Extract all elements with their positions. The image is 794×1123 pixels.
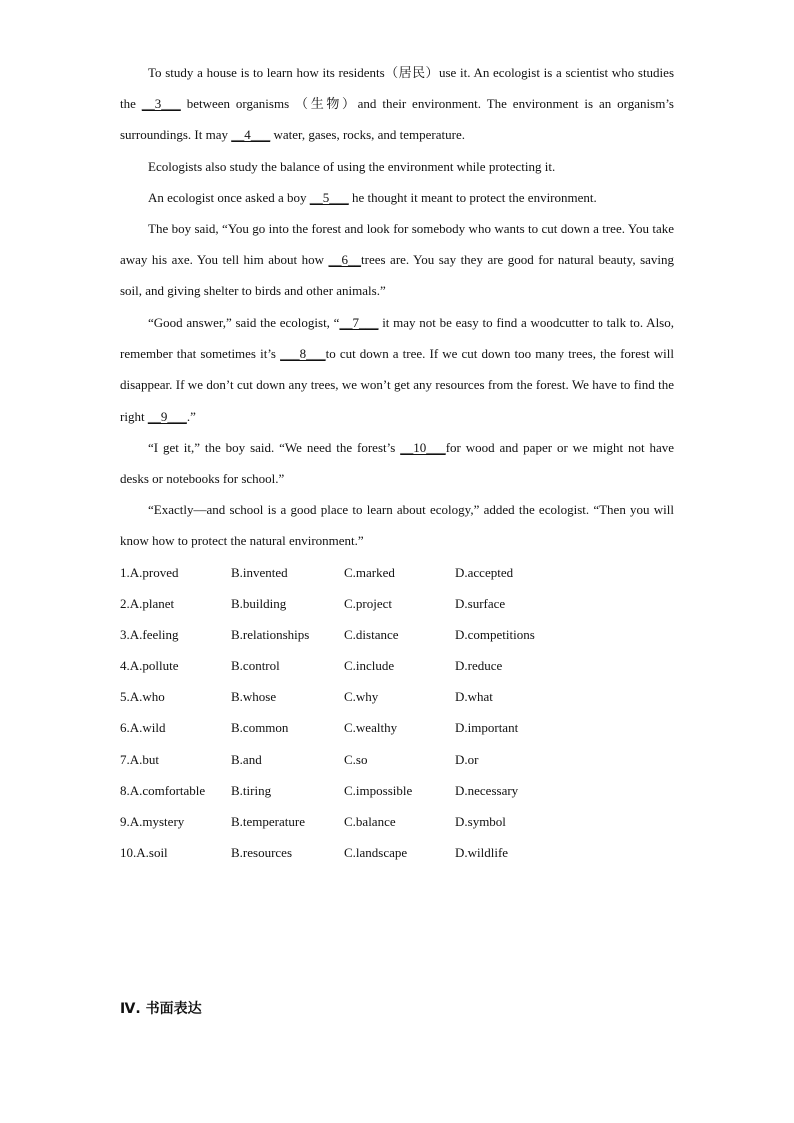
option-a: 6.A.wild (120, 720, 166, 736)
paragraph-text: Ecologists also study the balance of using the environment while protecting it. (148, 159, 556, 174)
paragraph-text: .” (186, 408, 196, 424)
option-c: C.distance (344, 627, 399, 643)
option-row (120, 588, 680, 619)
option-c: C.project (344, 596, 393, 612)
option-c: C.landscape (344, 844, 408, 860)
blank-4: __4___ (231, 127, 271, 143)
option-b: B.invented (231, 565, 288, 580)
blank-9: __9___ (147, 408, 187, 424)
option-d: D.reduce (455, 658, 503, 674)
blank-10: __10___ (400, 440, 446, 455)
option-row (120, 712, 680, 743)
paragraph-1 (120, 57, 674, 151)
option-d: D.what (455, 689, 493, 705)
paragraph-text: “I get it,” the boy said. “We need the forest’s (148, 440, 401, 455)
option-b: B.control (231, 658, 280, 674)
option-b: B.common (231, 720, 289, 736)
option-c: C.so (344, 751, 368, 767)
option-row (120, 557, 680, 588)
option-row (120, 619, 680, 650)
option-a: 10.A.soil (120, 844, 168, 860)
paragraph-text: it may not be easy to find a woodcutter to talk to. Also, remember that sometimes it’s (120, 315, 674, 362)
option-a: 5.A.who (120, 689, 165, 705)
option-d: D.or (455, 751, 479, 767)
option-d: D.accepted (455, 565, 514, 580)
option-c: C.balance (344, 813, 396, 829)
option-a: 3.A.feeling (120, 627, 179, 643)
blank-8: ___8___ (280, 346, 326, 362)
option-a: 1.A.proved (120, 565, 179, 580)
option-d: D.important (455, 720, 519, 736)
option-b: B.resources (231, 844, 293, 860)
option-d: D.necessary (455, 782, 519, 798)
option-d: D.competitions (455, 627, 535, 643)
paragraph-text: An ecologist once asked a boy (148, 190, 310, 205)
paragraph-5 (120, 307, 674, 432)
option-c: C.include (344, 658, 395, 674)
option-b: B.whose (231, 689, 277, 705)
paragraph-6 (120, 432, 674, 494)
paragraph-text: he thought it meant to protect the environment. (348, 190, 597, 205)
paragraph-text: between organisms （生物）and their environment. The environment is an organism’s surroundings. It may (120, 96, 674, 143)
option-c: C.marked (344, 565, 395, 580)
option-row (120, 681, 680, 712)
option-b: B.relationships (231, 627, 310, 643)
option-row (120, 775, 680, 806)
paragraph-text: trees are. You say they are good for natural beauty, saving soil, and giving shelter to birds and other animals.” (120, 252, 675, 299)
option-a: 8.A.comfortable (120, 782, 206, 798)
option-c: C.why (344, 689, 379, 705)
option-row (120, 650, 680, 681)
paragraph-text: “Exactly—and school is a good place to learn about ecology,” added the ecologist. “Then you will know how to protect the natural environment.” (120, 502, 674, 549)
paragraph-text: for wood and paper or we might not have desks or notebooks for school.” (120, 440, 674, 487)
option-d: D.wildlife (455, 844, 509, 860)
option-a: 7.A.but (120, 751, 159, 767)
blank-3: __3___ (141, 96, 181, 112)
paragraph-3 (120, 182, 674, 213)
option-row (120, 837, 680, 868)
blank-6: __6__ (328, 252, 362, 268)
blank-7: __7___ (339, 315, 379, 330)
paragraph-2 (120, 151, 674, 182)
paragraph-text: water, gases, rocks, and temperature. (270, 127, 465, 143)
option-b: B.temperature (231, 813, 305, 829)
blank-5: __5___ (309, 190, 349, 205)
answer-options (120, 557, 680, 868)
paragraph-4 (120, 213, 674, 307)
paragraph-text: to cut down a tree. If we cut down too many trees, the forest will disappear. If we don’t cut down any trees, we won’t get any resources from the forest. We have to find the right (120, 346, 675, 424)
option-a: 4.A.pollute (120, 658, 179, 674)
paragraph-7 (120, 494, 674, 556)
paragraph-text: To study a house is to learn how its residents（居民）use it. An ecologist is a scientist who studies the (120, 65, 674, 112)
paragraph-text: “Good answer,” said the ecologist, “ (148, 315, 340, 330)
option-a: 2.A.planet (120, 596, 175, 612)
option-d: D.surface (455, 596, 506, 612)
option-c: C.impossible (344, 782, 413, 798)
option-b: B.and (231, 751, 262, 767)
option-row (120, 806, 680, 837)
section-heading: Ⅳ. 书面表达 (120, 1001, 202, 1017)
paragraph-text: The boy said, “You go into the forest and look for somebody who wants to cut down a tree. You take away his axe. You tell him about how (120, 221, 674, 268)
option-c: C.wealthy (344, 720, 398, 736)
option-row (120, 744, 680, 775)
option-b: B.building (231, 596, 287, 612)
option-a: 9.A.mystery (120, 813, 185, 829)
option-d: D.symbol (455, 813, 506, 829)
option-b: B.tiring (231, 782, 272, 798)
